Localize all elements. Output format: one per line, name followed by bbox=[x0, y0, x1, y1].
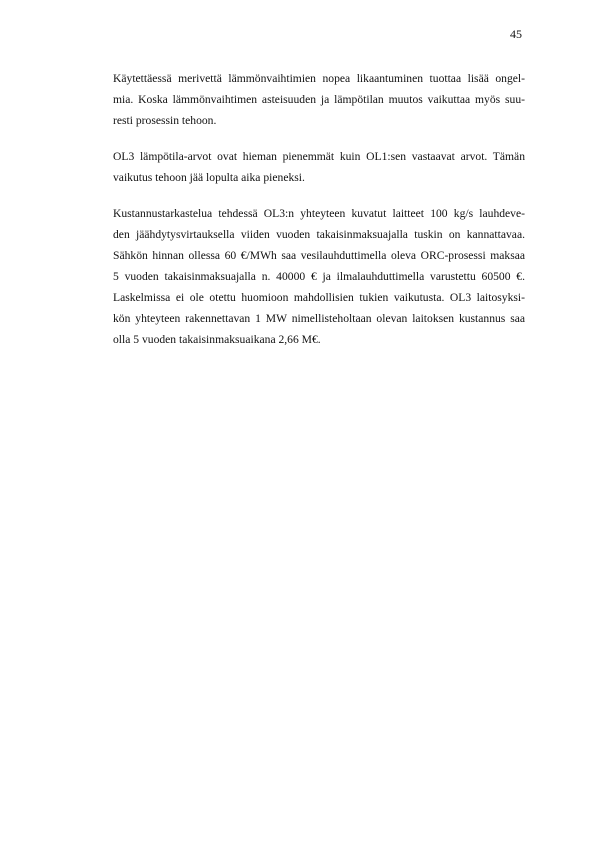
text-line: den jäähdytysvirtauksella viiden vuoden takaisinmaksuajalla tuskin on kannattavaa. bbox=[113, 228, 525, 241]
text-line: Laskelmissa ei ole otettu huomioon mahdollisien tukien vaikutusta. OL3 laitosyksi- bbox=[113, 291, 525, 304]
text-line: Kustannustarkastelua tehdessä OL3:n yhteyteen kuvatut laitteet 100 kg/s lauhdeve- bbox=[113, 207, 525, 220]
paragraph-1 bbox=[113, 68, 525, 131]
text-line: Käytettäessä merivettä lämmönvaihtimien nopea likaantuminen tuottaa lisää ongel- bbox=[113, 72, 525, 85]
text-line: resti prosessin tehoon. bbox=[113, 114, 217, 127]
text-line: vaikutus tehoon jää lopulta aika pieneksi. bbox=[113, 171, 305, 184]
paragraph-2 bbox=[113, 146, 525, 188]
text-line: mia. Koska lämmönvaihtimen asteisuuden ja lämpötilan muutos vaikuttaa myös suu- bbox=[113, 93, 525, 106]
text-line: 5 vuoden takaisinmaksuajalla n. 40000 € ja ilmalauhduttimella varustettu 60500 €. bbox=[113, 270, 525, 283]
text-line: kön yhteyteen rakennettavan 1 MW nimellisteholtaan olevan laitoksen kustannus saa bbox=[113, 312, 525, 325]
body-text bbox=[113, 68, 525, 365]
text-line: olla 5 vuoden takaisinmaksuaikana 2,66 M€. bbox=[113, 333, 321, 346]
paragraph-3 bbox=[113, 203, 525, 350]
text-line: OL3 lämpötila-arvot ovat hieman pienemmät kuin OL1:sen vastaavat arvot. Tämän bbox=[113, 150, 525, 163]
page-number: 45 bbox=[510, 27, 522, 41]
text-line: Sähkön hinnan ollessa 60 €/MWh saa vesilauhduttimella oleva ORC-prosessi maksaa bbox=[113, 249, 525, 262]
